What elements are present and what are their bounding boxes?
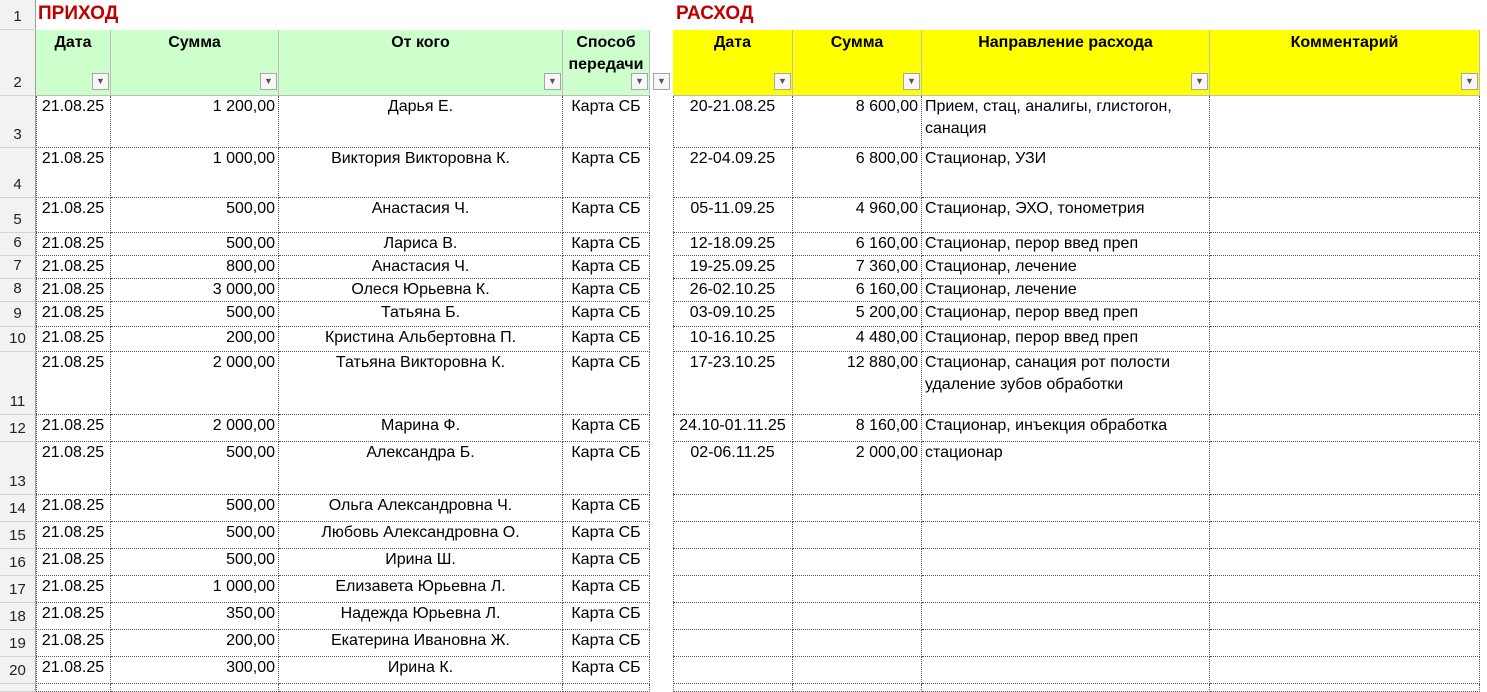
income-header-3[interactable]: Способ передачи xyxy=(563,30,650,96)
expense-cell-amount[interactable]: 6 160,00 xyxy=(793,279,922,302)
row-header[interactable]: 9 xyxy=(0,302,36,327)
expense-cell-comment[interactable] xyxy=(1210,148,1480,198)
row-header[interactable]: 16 xyxy=(0,549,36,576)
expense-cell-date[interactable]: 26-02.10.25 xyxy=(673,279,793,302)
income-cell-method[interactable]: Карта СБ xyxy=(563,657,650,684)
income-cell-method[interactable]: Карта СБ xyxy=(563,495,650,522)
row-header[interactable]: 6 xyxy=(0,233,36,256)
expense-cell-direction[interactable]: Стационар, санация рот полости удаление зубов обработки xyxy=(922,352,1210,415)
income-header-2[interactable]: От кого xyxy=(279,30,563,96)
income-cell-amount[interactable]: 200,00 xyxy=(111,327,279,352)
income-cell-from[interactable]: Татьяна Б. xyxy=(279,302,563,327)
income-cell-amount[interactable]: 300,00 xyxy=(111,657,279,684)
income-cell-from[interactable]: Елизавета Юрьевна Л. xyxy=(279,576,563,603)
income-cell-method[interactable]: Карта СБ xyxy=(563,302,650,327)
filter-dropdown-icon[interactable]: ▼ xyxy=(92,73,109,90)
expense-cell-direction[interactable]: Стационар, перор введ преп xyxy=(922,233,1210,256)
expense-cell-date[interactable] xyxy=(673,522,793,549)
expense-cell-direction[interactable]: Стационар, лечение xyxy=(922,256,1210,279)
income-cell-from[interactable]: Ирина К. xyxy=(279,657,563,684)
expense-cell-date[interactable] xyxy=(673,576,793,603)
income-cell-amount[interactable]: 1 000,00 xyxy=(111,576,279,603)
expense-cell-amount[interactable] xyxy=(793,684,922,692)
expense-cell-date[interactable]: 10-16.10.25 xyxy=(673,327,793,352)
income-cell-amount[interactable]: 2 000,00 xyxy=(111,415,279,442)
income-cell-date[interactable]: 21.08.25 xyxy=(36,256,111,279)
expense-cell-direction[interactable] xyxy=(922,495,1210,522)
income-cell-from[interactable]: Дарья Е. xyxy=(279,96,563,148)
expense-cell-date[interactable]: 24.10-01.11.25 xyxy=(673,415,793,442)
income-cell-from[interactable]: Александра Б. xyxy=(279,442,563,495)
income-cell-method[interactable]: Карта СБ xyxy=(563,576,650,603)
income-cell-date[interactable]: 21.08.25 xyxy=(36,327,111,352)
income-cell-amount[interactable]: 500,00 xyxy=(111,442,279,495)
expense-cell-amount[interactable]: 8 600,00 xyxy=(793,96,922,148)
expense-cell-comment[interactable] xyxy=(1210,327,1480,352)
expense-cell-direction[interactable] xyxy=(922,576,1210,603)
expense-cell-date[interactable] xyxy=(673,549,793,576)
expense-cell-amount[interactable]: 12 880,00 xyxy=(793,352,922,415)
income-cell-from[interactable]: Анастасия Ч. xyxy=(279,256,563,279)
income-cell-date[interactable]: 21.08.25 xyxy=(36,603,111,630)
expense-cell-date[interactable] xyxy=(673,603,793,630)
income-cell-amount[interactable]: 350,00 xyxy=(111,603,279,630)
income-cell-method[interactable]: Карта СБ xyxy=(563,279,650,302)
expense-cell-amount[interactable]: 5 200,00 xyxy=(793,302,922,327)
expense-cell-direction[interactable]: Стационар, ЭХО, тонометрия xyxy=(922,198,1210,233)
income-cell-date[interactable]: 21.08.25 xyxy=(36,233,111,256)
row-header[interactable]: 10 xyxy=(0,327,36,352)
income-cell-amount[interactable]: 1 000,00 xyxy=(111,148,279,198)
income-cell-method[interactable]: Карта СБ xyxy=(563,256,650,279)
expense-cell-comment[interactable] xyxy=(1210,576,1480,603)
expense-cell-comment[interactable] xyxy=(1210,256,1480,279)
income-cell-date[interactable]: 21.08.25 xyxy=(36,442,111,495)
row-header[interactable]: 12 xyxy=(0,415,36,442)
filter-dropdown-icon[interactable]: ▼ xyxy=(1461,73,1478,90)
income-cell-method[interactable]: Карта СБ xyxy=(563,198,650,233)
expense-cell-direction[interactable] xyxy=(922,657,1210,684)
income-cell-from[interactable] xyxy=(279,684,563,692)
expense-cell-amount[interactable]: 8 160,00 xyxy=(793,415,922,442)
income-cell-amount[interactable]: 500,00 xyxy=(111,233,279,256)
income-cell-from[interactable]: Кристина Альбертовна П. xyxy=(279,327,563,352)
expense-cell-comment[interactable] xyxy=(1210,198,1480,233)
income-cell-date[interactable]: 21.08.25 xyxy=(36,148,111,198)
expense-cell-direction[interactable]: Стационар, лечение xyxy=(922,279,1210,302)
expense-cell-direction[interactable]: Стационар, перор введ преп xyxy=(922,327,1210,352)
row-header[interactable]: 13 xyxy=(0,442,36,495)
table-border xyxy=(36,96,37,692)
row-header[interactable]: 8 xyxy=(0,279,36,302)
income-cell-from[interactable]: Виктория Викторовна К. xyxy=(279,148,563,198)
income-cell-amount[interactable] xyxy=(111,684,279,692)
income-cell-date[interactable]: 21.08.25 xyxy=(36,415,111,442)
expense-cell-date[interactable]: 22-04.09.25 xyxy=(673,148,793,198)
expense-cell-comment[interactable] xyxy=(1210,549,1480,576)
table-border xyxy=(673,96,674,692)
income-cell-date[interactable]: 21.08.25 xyxy=(36,279,111,302)
income-cell-method[interactable]: Карта СБ xyxy=(563,327,650,352)
expense-cell-comment[interactable] xyxy=(1210,603,1480,630)
expense-cell-comment[interactable] xyxy=(1210,233,1480,256)
expense-cell-amount[interactable]: 4 480,00 xyxy=(793,327,922,352)
expense-cell-comment[interactable] xyxy=(1210,657,1480,684)
expense-cell-direction[interactable] xyxy=(922,603,1210,630)
income-cell-amount[interactable]: 500,00 xyxy=(111,522,279,549)
income-cell-method[interactable]: Карта СБ xyxy=(563,603,650,630)
row-header[interactable]: 3 xyxy=(0,96,36,148)
expense-cell-amount[interactable]: 4 960,00 xyxy=(793,198,922,233)
income-header-0[interactable]: Дата xyxy=(36,30,111,96)
expense-cell-amount[interactable] xyxy=(793,603,922,630)
expense-header-3[interactable]: Комментарий xyxy=(1210,30,1480,96)
expense-cell-amount[interactable] xyxy=(793,549,922,576)
expense-cell-amount[interactable]: 7 360,00 xyxy=(793,256,922,279)
income-cell-date[interactable]: 21.08.25 xyxy=(36,657,111,684)
expense-cell-comment[interactable] xyxy=(1210,442,1480,495)
income-cell-date[interactable]: 21.08.25 xyxy=(36,549,111,576)
expense-header-1[interactable]: Сумма xyxy=(793,30,922,96)
expense-cell-amount[interactable] xyxy=(793,657,922,684)
expense-cell-amount[interactable]: 6 160,00 xyxy=(793,233,922,256)
expense-cell-date[interactable] xyxy=(673,495,793,522)
income-cell-method[interactable]: Карта СБ xyxy=(563,442,650,495)
row-header[interactable]: 7 xyxy=(0,256,36,279)
income-cell-date[interactable]: 21.08.25 xyxy=(36,352,111,415)
filter-dropdown-icon[interactable]: ▼ xyxy=(1191,73,1208,90)
expense-cell-date[interactable] xyxy=(673,684,793,692)
income-cell-amount[interactable]: 200,00 xyxy=(111,630,279,657)
income-cell-from[interactable]: Ольга Александровна Ч. xyxy=(279,495,563,522)
expense-cell-direction[interactable]: стационар xyxy=(922,442,1210,495)
income-cell-date[interactable]: 21.08.25 xyxy=(36,96,111,148)
expense-cell-date[interactable]: 03-09.10.25 xyxy=(673,302,793,327)
expense-cell-date[interactable]: 20-21.08.25 xyxy=(673,96,793,148)
expense-cell-comment[interactable] xyxy=(1210,302,1480,327)
row-header[interactable]: 19 xyxy=(0,630,36,657)
expense-header-2[interactable]: Направление расхода xyxy=(922,30,1210,96)
income-cell-date[interactable]: 21.08.25 xyxy=(36,302,111,327)
expense-cell-direction[interactable] xyxy=(922,522,1210,549)
income-cell-method[interactable] xyxy=(563,684,650,692)
expense-cell-amount[interactable]: 6 800,00 xyxy=(793,148,922,198)
expense-cell-direction[interactable]: Стационар, инъекция обработка xyxy=(922,415,1210,442)
row-header[interactable] xyxy=(0,684,36,692)
income-cell-from[interactable]: Любовь Александровна О. xyxy=(279,522,563,549)
expense-cell-comment[interactable] xyxy=(1210,279,1480,302)
income-cell-method[interactable]: Карта СБ xyxy=(563,96,650,148)
row-header[interactable]: 20 xyxy=(0,657,36,684)
row-header[interactable]: 17 xyxy=(0,576,36,603)
filter-dropdown-icon[interactable]: ▼ xyxy=(631,73,648,90)
row-header[interactable]: 11 xyxy=(0,352,36,415)
income-cell-amount[interactable]: 500,00 xyxy=(111,198,279,233)
income-cell-date[interactable]: 21.08.25 xyxy=(36,630,111,657)
income-cell-from[interactable]: Ирина Ш. xyxy=(279,549,563,576)
income-cell-method[interactable]: Карта СБ xyxy=(563,233,650,256)
income-title: ПРИХОД xyxy=(38,3,119,24)
expense-cell-comment[interactable] xyxy=(1210,684,1480,692)
income-cell-date[interactable]: 21.08.25 xyxy=(36,495,111,522)
filter-dropdown-icon[interactable]: ▼ xyxy=(653,73,670,90)
expense-cell-comment[interactable] xyxy=(1210,495,1480,522)
expense-cell-comment[interactable] xyxy=(1210,352,1480,415)
expense-cell-amount[interactable]: 2 000,00 xyxy=(793,442,922,495)
expense-cell-comment[interactable] xyxy=(1210,630,1480,657)
expense-cell-date[interactable]: 12-18.09.25 xyxy=(673,233,793,256)
income-cell-from[interactable]: Екатерина Ивановна Ж. xyxy=(279,630,563,657)
income-cell-method[interactable]: Карта СБ xyxy=(563,549,650,576)
filter-dropdown-icon[interactable]: ▼ xyxy=(544,73,561,90)
income-cell-from[interactable]: Марина Ф. xyxy=(279,415,563,442)
expense-cell-direction[interactable] xyxy=(922,684,1210,692)
row-header[interactable]: 2 xyxy=(0,30,36,96)
income-cell-from[interactable]: Олеся Юрьевна К. xyxy=(279,279,563,302)
income-cell-from[interactable]: Татьяна Викторовна К. xyxy=(279,352,563,415)
income-header-1[interactable]: Сумма xyxy=(111,30,279,96)
row-header[interactable]: 14 xyxy=(0,495,36,522)
income-cell-method[interactable]: Карта СБ xyxy=(563,148,650,198)
expense-cell-direction[interactable] xyxy=(922,630,1210,657)
row-header[interactable]: 1 xyxy=(0,0,36,30)
income-cell-method[interactable]: Карта СБ xyxy=(563,630,650,657)
expense-cell-comment[interactable] xyxy=(1210,415,1480,442)
income-cell-amount[interactable]: 500,00 xyxy=(111,549,279,576)
expense-header-0[interactable]: Дата xyxy=(673,30,793,96)
expense-cell-direction[interactable] xyxy=(922,549,1210,576)
income-cell-method[interactable]: Карта СБ xyxy=(563,352,650,415)
expense-cell-date[interactable]: 17-23.10.25 xyxy=(673,352,793,415)
row-header[interactable]: 15 xyxy=(0,522,36,549)
income-cell-amount[interactable]: 500,00 xyxy=(111,302,279,327)
expense-cell-amount[interactable] xyxy=(793,522,922,549)
filter-dropdown-icon[interactable]: ▼ xyxy=(260,73,277,90)
expense-cell-amount[interactable] xyxy=(793,630,922,657)
filter-dropdown-icon[interactable]: ▼ xyxy=(903,73,920,90)
expense-cell-direction[interactable]: Стационар, УЗИ xyxy=(922,148,1210,198)
income-cell-date[interactable]: 21.08.25 xyxy=(36,576,111,603)
expense-cell-direction[interactable]: Прием, стац, аналигы, глистогон, санация xyxy=(922,96,1210,148)
income-cell-amount[interactable]: 1 200,00 xyxy=(111,96,279,148)
expense-cell-comment[interactable] xyxy=(1210,522,1480,549)
income-cell-from[interactable]: Надежда Юрьевна Л. xyxy=(279,603,563,630)
income-cell-method[interactable]: Карта СБ xyxy=(563,415,650,442)
income-cell-date[interactable]: 21.08.25 xyxy=(36,198,111,233)
income-cell-method[interactable]: Карта СБ xyxy=(563,522,650,549)
income-cell-amount[interactable]: 500,00 xyxy=(111,495,279,522)
expense-cell-date[interactable] xyxy=(673,657,793,684)
filter-dropdown-icon[interactable]: ▼ xyxy=(774,73,791,90)
expense-cell-amount[interactable] xyxy=(793,576,922,603)
expense-title: РАСХОД xyxy=(676,3,754,24)
expense-cell-date[interactable]: 05-11.09.25 xyxy=(673,198,793,233)
expense-cell-amount[interactable] xyxy=(793,495,922,522)
income-cell-date[interactable]: 21.08.25 xyxy=(36,522,111,549)
income-cell-amount[interactable]: 800,00 xyxy=(111,256,279,279)
row-header[interactable]: 18 xyxy=(0,603,36,630)
income-cell-date[interactable] xyxy=(36,684,111,692)
income-cell-amount[interactable]: 2 000,00 xyxy=(111,352,279,415)
expense-cell-date[interactable] xyxy=(673,630,793,657)
row-header[interactable]: 4 xyxy=(0,148,36,198)
row-header[interactable]: 5 xyxy=(0,198,36,233)
expense-cell-direction[interactable]: Стационар, перор введ преп xyxy=(922,302,1210,327)
income-cell-from[interactable]: Анастасия Ч. xyxy=(279,198,563,233)
expense-cell-date[interactable]: 19-25.09.25 xyxy=(673,256,793,279)
expense-cell-date[interactable]: 02-06.11.25 xyxy=(673,442,793,495)
expense-cell-comment[interactable] xyxy=(1210,96,1480,148)
income-cell-from[interactable]: Лариса В. xyxy=(279,233,563,256)
income-cell-amount[interactable]: 3 000,00 xyxy=(111,279,279,302)
